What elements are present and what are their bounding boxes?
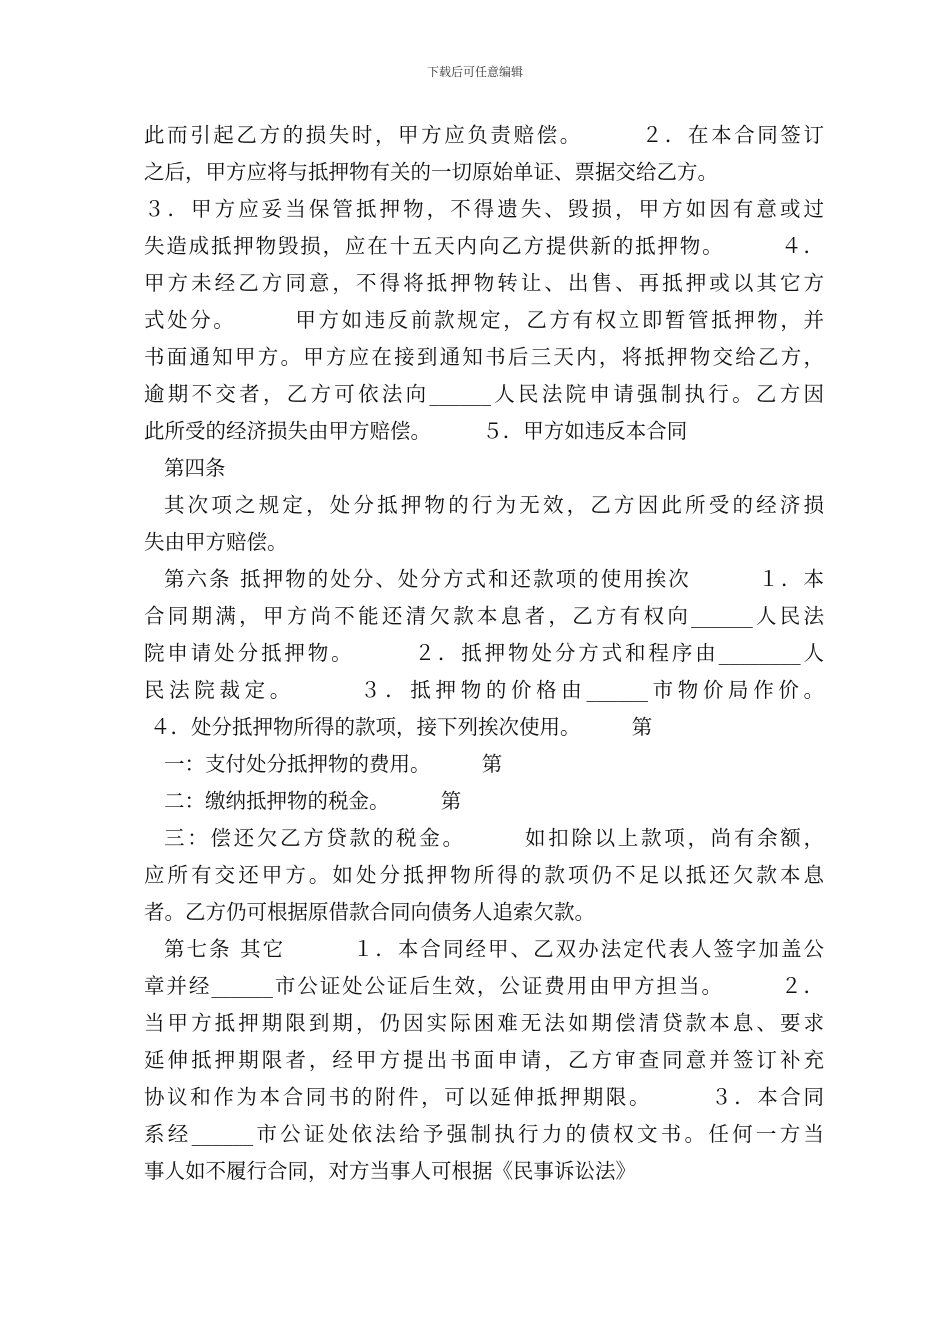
text-line: 之后，甲方应将与抵押物有关的一切原始单证、票据交给乙方。 — [144, 160, 718, 184]
text-line: 此而引起乙方的损失时，甲方应负责赔偿。 ２．在本合同签订 — [144, 123, 824, 147]
text-line: 系经______市公证处依法给予强制执行力的债权文书。任何一方当 — [144, 1122, 824, 1146]
text-line: 式处分。 甲方如违反前款规定，乙方有权立即暂管抵押物，并 — [144, 308, 824, 332]
text-line: 延伸抵押期限者，经甲方提出书面申请，乙方审查同意并签订补充 — [144, 1048, 824, 1072]
text-line: 书面通知甲方。甲方应在接到通知书后三天内，将抵押物交给乙方， — [144, 345, 824, 369]
text-line: 失由甲方赔偿。 — [144, 530, 288, 554]
text-line: ３．甲方应妥当保管抵押物，不得遗失、毁损，甲方如因有意或过 — [144, 197, 824, 221]
text-line: 合同期满，甲方尚不能还清欠款本息者，乙方有权向______人民法 — [144, 604, 824, 628]
page-header: 下载后可任意编辑 — [426, 65, 523, 79]
text-line: 协议和作为本合同书的附件，可以延伸抵押期限。 ３．本合同 — [144, 1085, 824, 1109]
text-line: 失造成抵押物毁损，应在十五天内向乙方提供新的抵押物。 ４． — [144, 234, 824, 258]
text-line: 事人如不履行合同，对方当事人可根据《民事诉讼法》 — [144, 1159, 636, 1183]
text-line: 三：偿还欠乙方贷款的税金。 如扣除以上款项，尚有余额， — [164, 826, 824, 850]
text-line: 二：缴纳抵押物的税金。 第 — [164, 789, 462, 813]
document-body — [144, 117, 824, 1190]
text-line: 甲方未经乙方同意，不得将抵押物转让、出售、再抵押或以其它方 — [144, 271, 824, 295]
text-line: 第六条 抵押物的处分、处分方式和还款项的使用挨次 １．本 — [164, 567, 824, 591]
text-line: 其次项之规定，处分抵押物的行为无效，乙方因此所受的经济损 — [164, 493, 824, 517]
text-line: 此所受的经济损失由甲方赔偿。 ５．甲方如违反本合同 — [144, 419, 688, 443]
text-line: 者。乙方仍可根据原借款合同向债务人追索欠款。 — [144, 900, 595, 924]
text-line: 院申请处分抵押物。 ２．抵押物处分方式和程序由________人 — [144, 641, 824, 665]
text-line: ４．处分抵押物所得的款项，接下列挨次使用。 第 — [150, 715, 653, 739]
section-heading: 第四条 — [164, 456, 226, 480]
text-line: 第七条 其它 １．本合同经甲、乙双办法定代表人签字加盖公 — [164, 937, 824, 961]
text-line: 一：支付处分抵押物的费用。 第 — [164, 752, 503, 776]
text-line: 逾期不交者，乙方可依法向______人民法院申请强制执行。乙方因 — [144, 382, 824, 406]
text-line: 当甲方抵押期限到期，仍因实际困难无法如期偿清贷款本息、要求 — [144, 1011, 824, 1035]
text-line: 民法院裁定。 ３．抵押物的价格由______市物价局作价。 — [144, 678, 824, 702]
text-line: 章并经______市公证处公证后生效，公证费用由甲方担当。 ２． — [144, 974, 824, 998]
text-line: 应所有交还甲方。如处分抵押物所得的款项仍不足以抵还欠款本息 — [144, 863, 824, 887]
